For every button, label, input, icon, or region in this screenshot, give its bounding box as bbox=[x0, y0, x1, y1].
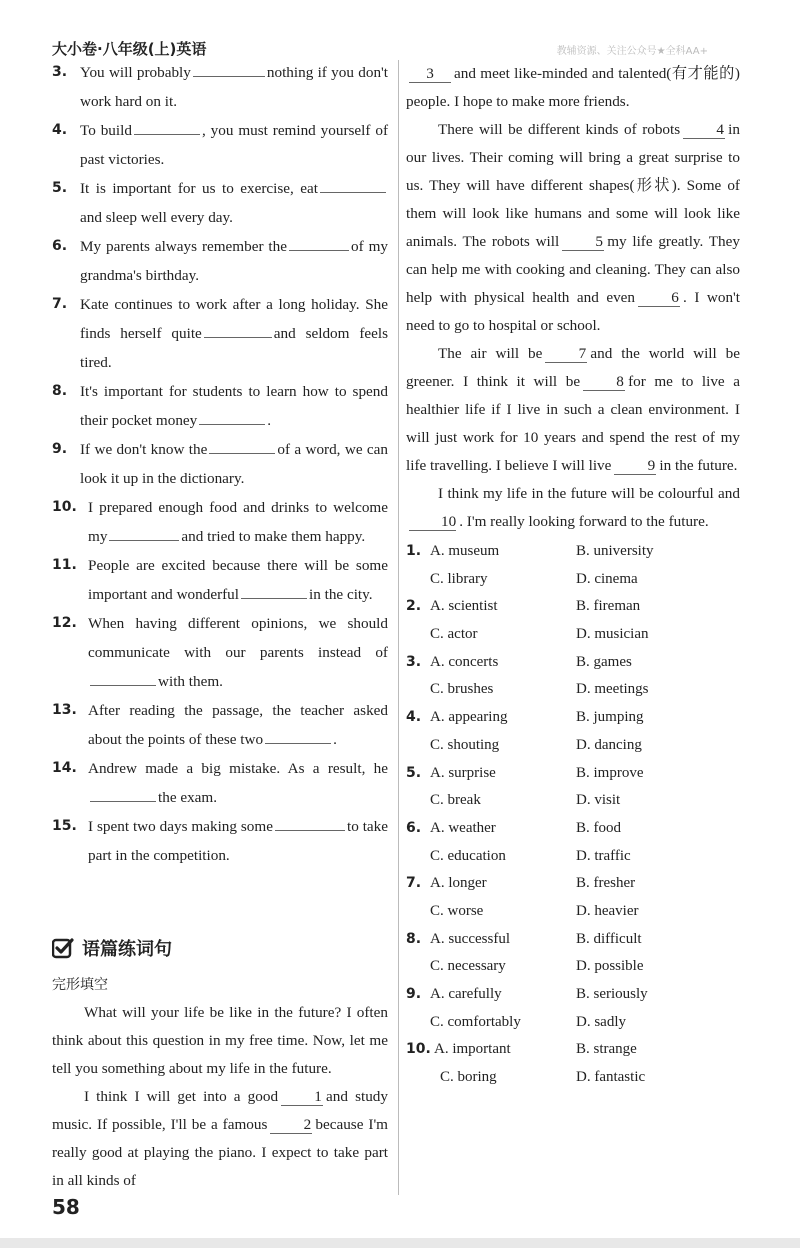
section-title: 语篇练词句 bbox=[82, 939, 172, 960]
option-row bbox=[406, 621, 740, 649]
answer-blank[interactable] bbox=[193, 60, 265, 77]
option-row bbox=[406, 953, 740, 981]
option-a[interactable]: A. appearing bbox=[430, 709, 508, 726]
option-d[interactable]: D. cinema bbox=[576, 570, 638, 587]
option-c[interactable]: C. shouting bbox=[430, 736, 500, 753]
option-c[interactable]: C. break bbox=[430, 792, 481, 809]
option-a[interactable]: A. surprise bbox=[430, 764, 496, 781]
option-d[interactable]: D. meetings bbox=[576, 681, 649, 698]
option-a[interactable]: A. museum bbox=[430, 543, 500, 559]
passage-paragraph-5: I think my life in the future will be colourful and10 . I'm really looking forward to the future. bbox=[406, 480, 740, 536]
cloze-blank-4[interactable]: 4 bbox=[683, 121, 725, 139]
option-row: 5. A. surprise B. improve bbox=[406, 760, 740, 788]
option-row: 10. A. important B. strange bbox=[406, 1036, 740, 1064]
cloze-blank-9[interactable]: 9 bbox=[614, 457, 656, 475]
option-row bbox=[406, 1064, 740, 1092]
passage-paragraph-2-start: I think I will get into a good 1 and study music. If possible, I'll be a famous 2 because I'm really good at playing the piano. I expect to take part in all kinds of bbox=[52, 1088, 388, 1189]
passage-paragraph-3: There will be different kinds of robots 4 in our lives. Their coming will bring a great surprise to us. They will have different shapes(形状). Some of them will look like humans and some will look like animals. The robots will 5 my life greatly. They can help me with cooking and cleaning. They can also help with physical health and even 6 . I won't need to go to hospital or school. bbox=[406, 121, 740, 334]
option-b[interactable]: B. jumping bbox=[576, 709, 644, 726]
option-b[interactable]: B. improve bbox=[576, 764, 644, 781]
header-title: 大小卷·八年级(上)英语 bbox=[52, 40, 207, 58]
right-column bbox=[406, 58, 740, 1092]
left-column bbox=[52, 58, 388, 870]
question-11: 11. People are excited because there will be some important and wonderful in the city. bbox=[52, 557, 388, 603]
cloze-blank-8[interactable]: 8 bbox=[583, 373, 625, 391]
passage-paragraph-4: The air will be 7 and the world will be greener. I think it will be 8 for me to live a healthier life if I live in such a clean environment. I will just work for 10 years and spend the rest of my life travelling. I believe I will live 9 in the future. bbox=[406, 345, 740, 474]
option-c[interactable]: C. necessary bbox=[430, 958, 506, 975]
page-number: 58 bbox=[52, 1195, 80, 1219]
passage-paragraph-1: What will your life be like in the future? I often think about this question in my free time. Now, let me tell you something about my life in the future. bbox=[52, 1004, 388, 1077]
answer-blank[interactable] bbox=[320, 176, 386, 193]
option-d[interactable]: D. possible bbox=[576, 958, 644, 975]
question-6: 6. My parents always remember the of my grandma's birthday. bbox=[52, 232, 388, 290]
question-10: 10. I prepared enough food and drinks to welcome my and tried to make them happy. bbox=[52, 499, 388, 545]
column-divider bbox=[398, 60, 399, 1195]
option-a[interactable]: A. weather bbox=[430, 819, 496, 836]
answer-blank[interactable] bbox=[90, 669, 156, 686]
option-row bbox=[406, 898, 740, 926]
option-d[interactable]: D. dancing bbox=[576, 736, 642, 753]
option-b[interactable]: B. food bbox=[576, 819, 621, 836]
option-d[interactable]: D. visit bbox=[576, 792, 621, 809]
option-b[interactable]: B. seriously bbox=[576, 986, 648, 1002]
answer-blank[interactable] bbox=[275, 814, 345, 831]
option-a[interactable]: A. successful bbox=[430, 930, 510, 947]
section-heading bbox=[52, 935, 172, 961]
answer-options bbox=[406, 538, 740, 1092]
cloze-blank-7[interactable]: 7 bbox=[545, 345, 587, 363]
option-b[interactable]: B. games bbox=[576, 653, 632, 670]
answer-blank[interactable] bbox=[289, 234, 349, 251]
answer-blank[interactable] bbox=[90, 785, 156, 802]
option-a[interactable]: A. important bbox=[434, 1041, 511, 1058]
question-8: 8. It's important for students to learn how to spend their pocket money . bbox=[52, 383, 388, 429]
option-b[interactable]: B. difficult bbox=[576, 930, 642, 947]
option-c[interactable]: C. education bbox=[430, 847, 506, 864]
option-row bbox=[406, 732, 740, 760]
answer-blank[interactable] bbox=[199, 408, 265, 425]
option-row: 6. A. weather B. food bbox=[406, 815, 740, 843]
option-row: 8. A. successful B. difficult bbox=[406, 926, 740, 954]
option-d[interactable]: D. fantastic bbox=[576, 1069, 646, 1086]
passage-paragraph-2-end: 3 and meet like-minded and talented(有才能的) people. I hope to make more friends. bbox=[406, 65, 740, 110]
option-row: 9. A. carefully B. seriously bbox=[406, 981, 740, 1009]
question-7: 7. Kate continues to work after a long holiday. She finds herself quite and seldom feels tired. bbox=[52, 296, 388, 371]
option-c[interactable]: C. library bbox=[430, 570, 488, 587]
option-row: 2. A. scientist B. fireman bbox=[406, 593, 740, 621]
question-5: 5. It is important for us to exercise, eatand sleep well every day. bbox=[52, 174, 388, 232]
question-3: 3. You will probably nothing if you don't work hard on it. bbox=[52, 58, 388, 116]
option-c[interactable]: C. brushes bbox=[430, 681, 494, 698]
option-b[interactable]: B. fresher bbox=[576, 875, 636, 892]
question-9: 9. If we don't know the of a word, we can look it up in the dictionary. bbox=[52, 435, 388, 493]
answer-blank[interactable] bbox=[204, 321, 272, 338]
option-row: 3. A. concerts B. games bbox=[406, 649, 740, 677]
option-b[interactable]: B. strange bbox=[576, 1041, 637, 1058]
question-15: 15. I spent two days making some to take part in the competition. bbox=[52, 812, 388, 870]
cloze-blank-10[interactable]: 10 bbox=[409, 513, 456, 531]
option-c[interactable]: C. actor bbox=[430, 626, 478, 643]
question-14: 14. Andrew made a big mistake. As a result, hethe exam. bbox=[52, 760, 388, 806]
option-d[interactable]: D. heavier bbox=[576, 902, 639, 919]
option-c[interactable]: C. comfortably bbox=[430, 1013, 521, 1030]
header-watermark: 教辅资源、关注公众号★全科AA+ bbox=[556, 46, 708, 57]
answer-blank[interactable] bbox=[209, 437, 275, 454]
passage-left bbox=[52, 999, 388, 1195]
option-row: 4. A. appearing B. jumping bbox=[406, 704, 740, 732]
cloze-blank-5[interactable]: 5 bbox=[562, 233, 604, 251]
section-subtitle: 完形填空 bbox=[52, 977, 108, 993]
option-d[interactable]: D. traffic bbox=[576, 847, 631, 864]
option-row: 7. A. longer B. fresher bbox=[406, 870, 740, 898]
answer-blank[interactable] bbox=[265, 727, 331, 744]
option-a[interactable]: A. carefully bbox=[430, 986, 502, 1002]
option-b[interactable]: B. fireman bbox=[576, 598, 641, 615]
answer-blank[interactable] bbox=[134, 118, 200, 135]
option-row bbox=[406, 1009, 740, 1037]
cloze-blank-6[interactable]: 6 bbox=[638, 289, 680, 307]
option-a[interactable]: A. concerts bbox=[430, 653, 499, 670]
option-d[interactable]: D. sadly bbox=[576, 1013, 626, 1030]
option-row bbox=[406, 843, 740, 871]
option-row bbox=[406, 676, 740, 704]
option-row bbox=[406, 566, 740, 594]
answer-blank[interactable] bbox=[109, 524, 179, 541]
option-row: 1. A. museum B. university bbox=[406, 538, 740, 566]
option-b[interactable]: B. university bbox=[576, 543, 654, 559]
option-row bbox=[406, 787, 740, 815]
bottom-edge bbox=[0, 1238, 800, 1248]
option-a[interactable]: A. longer bbox=[430, 875, 487, 892]
cloze-blank-3[interactable]: 3 bbox=[409, 65, 451, 83]
cloze-blank-2[interactable]: 2 bbox=[270, 1116, 312, 1134]
cloze-blank-1[interactable]: 1 bbox=[281, 1088, 323, 1106]
answer-blank[interactable] bbox=[241, 582, 307, 599]
option-c[interactable]: C. worse bbox=[430, 902, 484, 919]
question-13: 13. After reading the passage, the teacher asked about the points of these two . bbox=[52, 702, 388, 748]
checkbox-check-icon bbox=[52, 937, 74, 959]
option-a[interactable]: A. scientist bbox=[430, 598, 498, 615]
question-4: 4. To build , you must remind yourself of past victories. bbox=[52, 116, 388, 174]
question-12: 12. When having different opinions, we should communicate with our parents instead ofwith them. bbox=[52, 615, 388, 690]
option-c[interactable]: C. boring bbox=[440, 1069, 497, 1086]
option-d[interactable]: D. musician bbox=[576, 626, 649, 643]
